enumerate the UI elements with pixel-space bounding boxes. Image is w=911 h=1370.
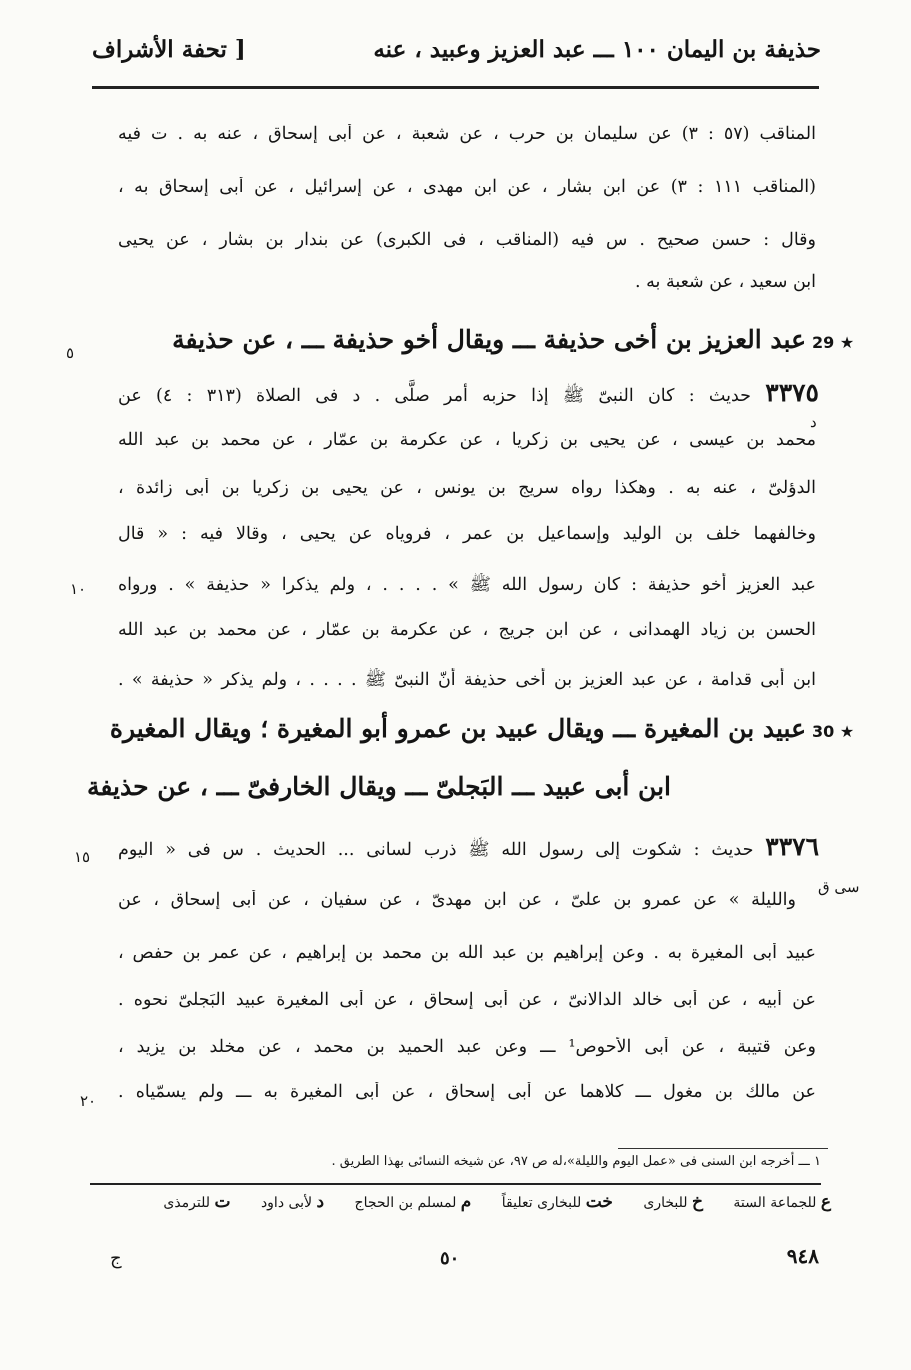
text-line: الدؤلىّ ، عنه به . وهكذا رواه سريج بن يونس ، عن يحيى بن زكريا بن أبى زائدة ،: [118, 478, 816, 498]
text-line: وخالفهما خلف بن الوليد وإسماعيل بن عمر ، فروياه عن يحيى ، وقالا فيه : « قال: [118, 524, 816, 544]
text-line: عبد العزيز أخو حذيفة : كان رسول الله ﷺ » . . . . ، ولم يذكرا « حذيفة » . ورواه: [118, 575, 816, 595]
text-line: (المناقب ١١١ : ٣) عن ابن بشار ، عن ابن مهدى ، عن إسرائيل ، عن أبى إسحاق به ،: [118, 177, 816, 197]
hadith-text: حديث : كان النبىّ ﷺ إذا حزبه أمر صلَّى . د فى الصلاة (٣١٣ : ٤) عن: [118, 386, 751, 406]
entry-title-continued: ابن أبى عبيد ـــ البَجلىّ ـــ ويقال الخارفىّ ـــ ، عن حذيفة: [86, 772, 671, 801]
sigla-note: سى ق: [818, 878, 860, 896]
sheet-number: ٥٠: [440, 1248, 460, 1269]
text-line: ابن أبى قدامة ، عن عبد العزيز بن أخى حذيفة أنّ النبىّ ﷺ . . . . ، ولم يذكر « حذيفة » .: [118, 670, 816, 690]
entry-number: 30 ★: [812, 722, 855, 741]
legend-item: خت للبخارى تعليقاً: [501, 1192, 613, 1212]
entry-number: 29 ★: [812, 333, 855, 352]
text-line: ابن سعيد ، عن شعبة به .: [635, 272, 816, 292]
text-line: عن مالك بن مغول ـــ كلاهما عن أبى إسحاق ، عن أبى المغيرة به ـــ ولم يسمّياه .: [118, 1082, 816, 1102]
line-number: ٥: [66, 344, 75, 362]
hadith-line: [118, 832, 819, 864]
line-number: ١٠: [70, 580, 87, 598]
line-number: ١٥: [74, 848, 91, 866]
sigla-legend: [137, 1192, 831, 1212]
entry-title: عبد العزيز بن أخى حذيفة ـــ ويقال أخو حذيفة ـــ ، عن حذيفة: [172, 325, 806, 354]
text-line: عن أبيه ، عن أبى خالد الدالانىّ ، عن أبى إسحاق ، عن أبى المغيرة عبيد البَجلىّ نحوه .: [118, 990, 816, 1010]
text-line: محمد بن عيسى ، عن يحيى بن زكريا ، عن عكرمة بن عمّار ، عن محمد بن عبد الله: [118, 430, 816, 450]
running-title: حذيفة بن اليمان ١٠٠ ـــ عبد العزيز وعبيد ، عنه: [373, 36, 821, 63]
text-line: الحسن بن زياد الهمدانى ، عن ابن جريج ، عن عكرمة بن عمّار ، عن محمد بن عبد الله: [118, 620, 816, 640]
text-line: وعن قتيبة ، عن أبى الأحوص¹ ـــ وعن عبد الحميد بن محمد ، عن مخلد بن يزيد ،: [118, 1037, 816, 1057]
legend-item: د لأبى داود: [260, 1192, 325, 1212]
hadith-text: حديث : شكوت إلى رسول الله ﷺ ذرب لسانى ... الحديث . س فى « اليوم: [118, 840, 754, 860]
book-title: [ تحفة الأشراف: [92, 36, 246, 63]
legend-rule: [90, 1183, 821, 1185]
hadith-number: ٣٣٧٦: [765, 832, 819, 861]
legend-item: م لمسلم بن الحجاج: [354, 1192, 472, 1212]
text-line: والليلة » عن عمرو بن علىّ ، عن ابن مهدىّ ، عن سفيان ، عن أبى إسحاق ، عن: [118, 890, 796, 910]
legend-item: ع للجماعة الستة: [733, 1192, 831, 1212]
legend-item: ت للترمذى: [163, 1192, 231, 1212]
page-number: ٩٤٨: [786, 1244, 819, 1268]
footnote: ١ ـــ أخرجه ابن السنى فى «عمل اليوم والليلة»،له ص ٩٧، عن شيخه النسائى بهذا الطريق .: [331, 1154, 821, 1169]
line-number: ٢٠: [80, 1092, 97, 1110]
sigla-note: د: [810, 413, 817, 431]
text-line: وقال : حسن صحيح . س فيه (المناقب ، فى الكبرى) عن بندار بن بشار ، عن يحيى: [118, 230, 816, 250]
hadith-number: ٣٣٧٥: [765, 378, 819, 407]
entry-title: عبيد بن المغيرة ـــ ويقال عبيد بن عمرو أبو المغيرة ؛ ويقال المغيرة: [109, 714, 806, 743]
text-line: المناقب (٥٧ : ٣) عن سليمان بن حرب ، عن شعبة ، عن أبى إسحاق ، عنه به . ت فيه: [118, 124, 816, 144]
footnote-rule: [618, 1148, 828, 1149]
text-line: عبيد أبى المغيرة به . وعن إبراهيم بن عبد الله بن محمد بن إبراهيم ، عن عمر بن حفص ،: [118, 943, 816, 963]
legend-item: خ للبخارى: [643, 1192, 703, 1212]
hadith-line: [118, 378, 819, 410]
header-rule: [92, 86, 819, 89]
signature-mark: ج: [110, 1248, 122, 1269]
